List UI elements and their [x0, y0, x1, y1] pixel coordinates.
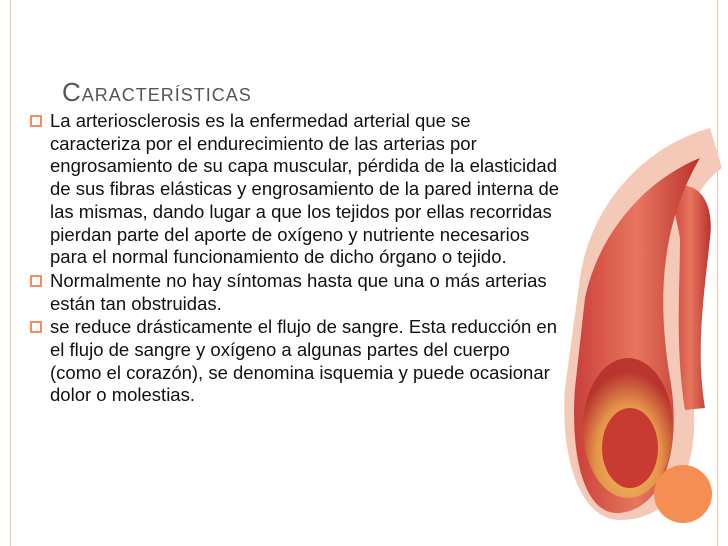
artery-illustration	[560, 128, 722, 520]
square-bullet-icon	[30, 275, 42, 287]
bullet-item	[30, 270, 560, 315]
square-bullet-icon	[30, 321, 42, 333]
accent-circle	[654, 465, 712, 523]
bullet-list	[30, 110, 560, 408]
bullet-text: se reduce drásticamente el flujo de sangre. Esta reducción en el flujo de sangre y oxígeno a algunas partes del cuerpo (como el corazón), se denomina isquemia y puede ocasionar dolor o molestias.	[50, 316, 557, 406]
bullet-item	[30, 110, 560, 269]
square-bullet-icon	[30, 115, 42, 127]
bullet-text: Normalmente no hay síntomas hasta que una o más arterias están tan obstruidas.	[50, 269, 547, 314]
slide-title: Características	[62, 77, 252, 107]
bullet-text: La arteriosclerosis es la enfermedad arterial que se caracteriza por el endurecimiento de las arterias por engrosamiento de su capa muscular, pérdida de la elasticidad de sus fibras elásticas y engrosamiento de la pared interna de las mismas, dando lugar a que los tejidos por ellas recorridas pierdan parte del aporte de oxígeno y nutriente necesarios para el normal funcionamiento de dicho órgano o tejido.	[50, 110, 560, 268]
bullet-item	[30, 316, 560, 407]
frame-line-left	[10, 0, 11, 546]
